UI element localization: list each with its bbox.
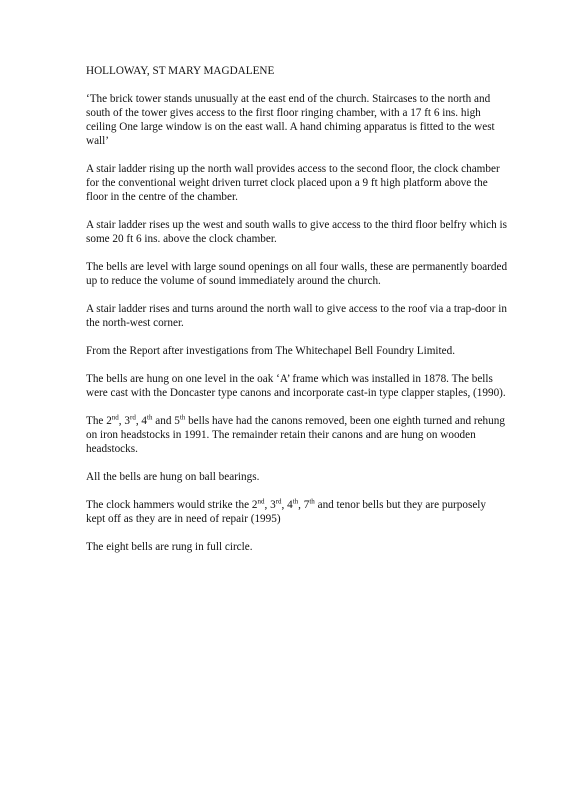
document-title: HOLLOWAY, ST MARY MAGDALENE xyxy=(86,65,275,77)
ordinal-suffix: th xyxy=(309,497,315,506)
text-run: The clock hammers would strike the 2 xyxy=(86,499,258,511)
ordinal-suffix: nd xyxy=(257,497,265,506)
ordinal-suffix: rd xyxy=(275,497,282,506)
ordinal-suffix: th xyxy=(147,413,153,422)
paragraph-belfry-access: A stair ladder rises up the west and south walls to give access to the third floor belfry which is some 20 ft 6 ins. above the clock chamber. xyxy=(86,219,507,245)
paragraph-canons-removed xyxy=(86,414,508,456)
text-run: and 5 xyxy=(152,415,180,427)
text-run: , 4 xyxy=(281,499,293,511)
text-run: , 4 xyxy=(135,415,148,427)
paragraph-clock-chamber: A stair ladder rising up the north wall provides access to the second floor, the clock chamber for the conventional weight driven turret clock placed upon a 9 ft high platform above the floor in the centre of the chamber. xyxy=(86,163,500,203)
text-run: , 7 xyxy=(298,499,310,511)
text-run: and tenor bells but they are purposely kept off as they are in need of repair (1995) xyxy=(86,499,486,525)
ordinal-suffix: nd xyxy=(111,413,119,422)
text-run: The 2 xyxy=(86,415,112,427)
paragraph-bell-frame: The bells are hung on one level in the oak ‘A’ frame which was installed in 1878. The bells were cast with the Doncaster type canons and incorporate cast-in type clapper staples, (1990). xyxy=(86,373,506,399)
paragraph-full-circle: The eight bells are rung in full circle. xyxy=(86,541,253,553)
text-run: bells have had the canons removed, been one eighth turned and rehung on iron headstocks in 1991. The remainder retain their canons and are hung on wooden headstocks. xyxy=(86,415,505,455)
ordinal-suffix: rd xyxy=(129,413,136,422)
paragraph-sound-openings: The bells are level with large sound openings on all four walls, these are permanently boarded up to reduce the volume of sound immediately around the church. xyxy=(86,261,508,287)
text-run: , 3 xyxy=(118,415,130,427)
ordinal-suffix: th xyxy=(292,497,299,506)
paragraph-roof-access: A stair ladder rises and turns around the north wall to give access to the roof via a trap-door in the north-west corner. xyxy=(86,303,507,329)
paragraph-tower-description: ‘The brick tower stands unusually at the east end of the church. Staircases to the north and south of the tower gives access to the first floor ringing chamber, with a 17 ft 6 ins. high ceiling One large window is on the east wall. A hand chiming apparatus is fitted to the west wall’ xyxy=(86,93,495,147)
ordinal-suffix: th xyxy=(179,413,186,422)
paragraph-clock-hammers xyxy=(86,498,508,526)
text-run: , 3 xyxy=(264,499,276,511)
paragraph-ball-bearings: All the bells are hung on ball bearings. xyxy=(86,471,260,483)
paragraph-report-source: From the Report after investigations from The Whitechapel Bell Foundry Limited. xyxy=(86,345,456,357)
